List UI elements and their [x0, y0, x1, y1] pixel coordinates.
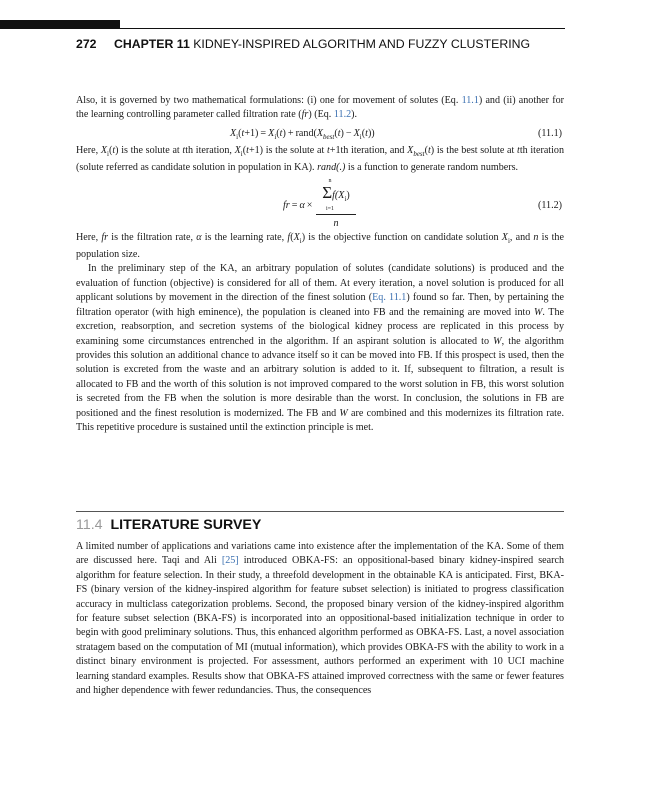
upper-body [76, 94, 564, 435]
section-rule [76, 511, 564, 512]
equation-11-1 [76, 123, 564, 144]
paragraph-4: In the preliminary step of the KA, an arbitrary population of solutes (candidate solutions) is produced and the evaluation of function (objective) is considered for all of them. At every iteration, a novel solution is produced for all applicant solutions by movement in the direction of the finest solution (Eq. 11.1) found so far. Then, by pertaining the filtration operator (with high eminence), the population is cleaned into FB and the remaining are moved into W. The excretion, reabsorption, and secretion systems of the biological kidney process are replicated in this process by examining some circumstances entrenched in the algorithm. If an aspirant solution is allocated to W, the algorithm provides this solution an additional chance to advance itself so it can be moved into FB. If this prospect is used, then the solution is excreted from the waste and an arbitrary solution is added to it. If, subsequent to filtration, a result is allocated to FB and the worth of this solution is not improved compared to the worst solution in FB, this worst solution is secreted from the FB when the solution is more desirable than the worst. In conclusion, the solutions in FB are positioned and the finest resolution is modernized. The FB and W are combined and this modernizes its filtration rate. This repetitive procedure is sustained until the extinction principle is met. [76, 263, 564, 433]
section-title: LITERATURE SURVEY [110, 517, 262, 533]
chapter-title: KIDNEY-INSPIRED ALGORITHM AND FUZZY CLUSTERING [193, 37, 531, 51]
equation-11-2-fraction: n $\Sigma f(X_i)$ i=1 n [316, 178, 356, 232]
eq-ref-11-2[interactable]: 11.2 [333, 109, 352, 121]
lower-body [76, 540, 564, 698]
top-bar [0, 20, 120, 29]
equation-11-1-number: (11.1) [537, 127, 562, 139]
chapter-label: CHAPTER 11 [113, 37, 190, 51]
equation-11-2-number: (11.2) [537, 199, 562, 211]
paragraph-5: A limited number of applications and variations came into existence after the implementation of the KA. Some of them are discussed here. Taqi and Ali [25] introduced OBKA-FS: an oppositional-based binary kidney-inspired search algorithm for feature selection. In their study, a threefold development in the obtainable KA is anticipated. First, BKA-FS (binary version of the kidney-inspired algorithm for feature subset selection) is initiated to progress classification accuracy in multiclass categorization problems. Second, the proposed binary version of the kidney-inspired algorithm for feature subset selection (BKA-FS) is incorporated into an oppositional-based initialization technique in order to begin with good preliminary solutions. Thus, this enhanced algorithm performed as OBKA-FS. Last, a novel association stratagem based on the computation of MI (mutual information), which provides OBKA-FS with the ability to work in a distinct binary environment is projected. For assessment, authors performed an experiment with 10 UCI machine learning standard examples. Results show that OBKA-FS attained improved correctness with the same or fewer features and higher dependence with fewer redundancies. Thus, the consequences [76, 541, 564, 697]
header-rule [120, 28, 565, 29]
equation-11-2-lhs: fr = α × [283, 199, 313, 211]
paragraph-2: Here, $X_i(t)$ is the solute at tth iteration, $X_i(t+1)$ is the solute at t+1th iteration, and $X_{best}(t)$ is the best solute at tth iteration (solute referred as candidate solution in population in KA). rand(.) is a function to generate random numbers. [76, 144, 564, 174]
paragraph-3: Here, fr is the filtration rate, α is the learning rate, $f(X_i)$ is the objective function on candidate solution $X_i$, and n is the population size. [76, 231, 564, 261]
equation-11-2 [76, 176, 564, 231]
eq-ref-11-1-inline[interactable]: Eq. 11.1 [372, 292, 407, 304]
running-head [76, 37, 530, 51]
section-number: 11.4 [76, 517, 103, 533]
paragraph-1: Also, it is governed by two mathematical formulations: (i) one for movement of solutes (Eq. 11.1) and (ii) another for the learning controlling parameter called filtration rate (fr) (Eq. 11.2). [76, 95, 564, 121]
equation-11-1-expression: $X_i(t+1) = X_i(t)$ + $rand(X_{best}(t) - X_i(t))$ [230, 127, 375, 141]
section-heading [76, 517, 261, 533]
page-number: 272 [76, 37, 97, 51]
citation-25[interactable]: [25] [221, 555, 239, 567]
eq-ref-11-1[interactable]: 11.1 [461, 95, 479, 106]
